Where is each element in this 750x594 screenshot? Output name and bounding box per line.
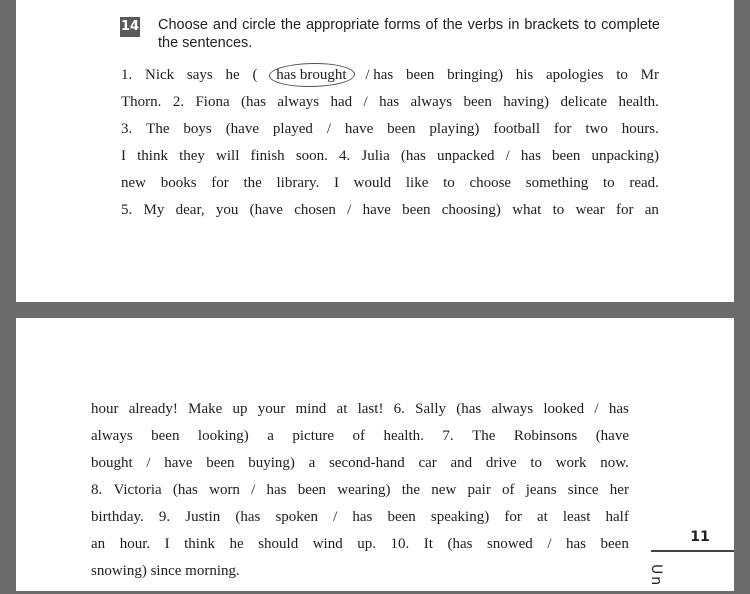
word: always	[277, 94, 320, 110]
word: 2.	[172, 94, 185, 110]
word: for	[504, 509, 522, 525]
word: playing)	[429, 121, 480, 137]
word: to	[443, 175, 455, 191]
word: 3.	[121, 121, 133, 137]
word: library.	[276, 175, 320, 191]
word: 7.	[442, 428, 454, 444]
word: will	[216, 148, 240, 164]
word: boys	[183, 121, 212, 137]
word: (has	[235, 509, 261, 525]
word: been	[406, 67, 435, 83]
text-line	[121, 174, 659, 192]
word: already!	[128, 401, 178, 417]
word: My	[143, 202, 165, 218]
word: speaking)	[430, 509, 490, 525]
word: has	[520, 148, 541, 164]
word: a	[267, 428, 274, 444]
word: looked	[543, 401, 585, 417]
word: to	[530, 455, 543, 471]
word: always	[91, 428, 133, 444]
word: I	[121, 148, 126, 164]
word: has	[566, 536, 586, 552]
word: /	[146, 455, 151, 471]
text-line	[121, 201, 659, 219]
word: and	[450, 455, 473, 471]
word: 10.	[390, 536, 410, 552]
word: books	[160, 175, 197, 191]
word: Julia	[361, 148, 390, 164]
word: has	[266, 482, 287, 498]
word: for	[553, 121, 572, 137]
word: /	[251, 482, 256, 498]
word: bringing)	[447, 67, 503, 83]
word: he	[225, 67, 240, 83]
word: something	[525, 175, 589, 191]
word: to	[603, 175, 615, 191]
word: unpacking)	[591, 148, 659, 164]
word: chosen	[294, 202, 336, 218]
word: wearing)	[337, 482, 391, 498]
word: last!	[357, 401, 384, 417]
word: her	[609, 482, 629, 498]
word: /	[363, 94, 368, 110]
word: been	[297, 482, 327, 498]
text-line	[91, 508, 629, 526]
word: think	[137, 148, 168, 164]
word: hours.	[621, 121, 659, 137]
word: delicate	[560, 94, 608, 110]
word: /	[347, 202, 352, 218]
word: the	[401, 482, 421, 498]
word: he	[229, 536, 244, 552]
text-line	[121, 147, 659, 165]
word: been	[151, 428, 180, 444]
word: 8.	[91, 482, 103, 498]
word: bought	[91, 455, 133, 471]
word: have	[344, 121, 374, 137]
word: always	[491, 401, 534, 417]
word: Sally	[415, 401, 446, 417]
word: been	[206, 455, 235, 471]
word: finish	[250, 148, 285, 164]
word: hour	[91, 401, 119, 417]
circled-answer: has brought	[270, 66, 352, 84]
word: (have	[595, 428, 629, 444]
word: dear,	[175, 202, 205, 218]
word: been	[463, 94, 492, 110]
word: I	[164, 536, 170, 552]
word: work	[555, 455, 587, 471]
word: wear	[575, 202, 605, 218]
word: has	[608, 401, 629, 417]
word: (has	[447, 536, 473, 552]
word: for	[615, 202, 634, 218]
word: Make	[188, 401, 223, 417]
word: 9.	[158, 509, 171, 525]
word: apologies	[545, 67, 604, 83]
exercise-instruction: Choose and circle the appropriate forms of the verbs in brackets to complete the sentences.	[158, 17, 660, 51]
word: you	[215, 202, 239, 218]
word: health.	[618, 94, 659, 110]
word: half	[605, 509, 629, 525]
word: have	[164, 455, 193, 471]
word: looking)	[197, 428, 249, 444]
word: picture	[292, 428, 335, 444]
word: read.	[629, 175, 659, 191]
word: says	[186, 67, 213, 83]
word: 5.	[121, 202, 133, 218]
word: been	[387, 509, 416, 525]
word: to	[616, 67, 628, 83]
word: Victoria	[113, 482, 162, 498]
word: have	[362, 202, 391, 218]
word: since	[567, 482, 599, 498]
word: birthday.	[91, 509, 144, 525]
word: It	[423, 536, 433, 552]
word: having)	[503, 94, 550, 110]
word: had	[330, 94, 353, 110]
word: at	[536, 509, 548, 525]
word: think	[184, 536, 215, 552]
word: 1.	[121, 67, 133, 83]
word: now.	[600, 455, 629, 471]
word: (have	[225, 121, 259, 137]
word: drive	[485, 455, 517, 471]
word: health.	[383, 428, 424, 444]
word: for	[211, 175, 229, 191]
word: new	[431, 482, 457, 498]
word: his	[515, 67, 534, 83]
word: been	[402, 202, 431, 218]
word: an	[91, 536, 106, 552]
word: an	[644, 202, 659, 218]
word: The	[472, 428, 496, 444]
word: /	[333, 509, 338, 525]
word: been	[552, 148, 581, 164]
word: would	[353, 175, 392, 191]
word: spoken	[275, 509, 318, 525]
word: (have	[249, 202, 283, 218]
word: football	[493, 121, 540, 137]
text-line	[91, 481, 629, 499]
word: new	[121, 175, 146, 191]
exercise-number-badge: 14	[120, 17, 140, 37]
word: up.	[357, 536, 376, 552]
text-line	[91, 454, 629, 472]
word: of	[502, 482, 515, 498]
word: been	[600, 536, 629, 552]
word: /	[594, 401, 599, 417]
word: Justin	[185, 509, 221, 525]
word: unpacked	[437, 148, 495, 164]
word: at	[336, 401, 348, 417]
word: played	[272, 121, 313, 137]
word: a	[308, 455, 316, 471]
word: /	[547, 536, 552, 552]
word: pair	[467, 482, 491, 498]
text-line	[121, 66, 659, 84]
word: snowed	[486, 536, 533, 552]
word: 6.	[393, 401, 405, 417]
text-line-last: snowing) since morning.	[91, 563, 240, 579]
word: Nick	[145, 67, 175, 83]
word: Fiona	[195, 94, 230, 110]
word: two	[585, 121, 608, 137]
unit-tab-label: Un	[648, 564, 664, 588]
word: (has	[456, 401, 482, 417]
word: wind	[312, 536, 343, 552]
text-line	[121, 93, 659, 111]
word: has	[352, 509, 373, 525]
word: jeans	[525, 482, 557, 498]
word: I	[333, 175, 339, 191]
word: Mr	[640, 67, 659, 83]
word: your	[257, 401, 286, 417]
page-bottom	[16, 318, 734, 591]
page-number: 11	[690, 529, 710, 545]
text-line	[91, 535, 629, 553]
word: up	[232, 401, 248, 417]
word: (has	[241, 94, 267, 110]
word: car	[418, 455, 437, 471]
page-number-rule	[651, 550, 734, 552]
text-line	[121, 120, 659, 138]
word: choosing)	[441, 202, 501, 218]
word: The	[146, 121, 170, 137]
word: (	[252, 67, 258, 83]
word: /	[505, 148, 510, 164]
word: been	[387, 121, 416, 137]
word: second-hand	[328, 455, 405, 471]
word: hour.	[119, 536, 151, 552]
word: Robinsons	[513, 428, 578, 444]
word: has	[379, 94, 400, 110]
word: choose	[469, 175, 512, 191]
word: (has	[172, 482, 198, 498]
page-top	[16, 0, 734, 302]
word: worn	[209, 482, 240, 498]
word: what	[512, 202, 542, 218]
text-line	[91, 400, 629, 418]
word: Thorn.	[121, 94, 162, 110]
word: the	[243, 175, 262, 191]
word: always	[410, 94, 453, 110]
word: like	[405, 175, 429, 191]
word: /	[326, 121, 331, 137]
word: of	[352, 428, 365, 444]
word: soon.	[295, 148, 328, 164]
word: / has	[365, 67, 394, 83]
text-line	[91, 427, 629, 445]
word: should	[258, 536, 299, 552]
word: least	[562, 509, 591, 525]
word: they	[179, 148, 205, 164]
word: (has	[400, 148, 426, 164]
word: buying)	[248, 455, 295, 471]
word: to	[552, 202, 565, 218]
word: 4.	[339, 148, 351, 164]
word: mind	[295, 401, 327, 417]
